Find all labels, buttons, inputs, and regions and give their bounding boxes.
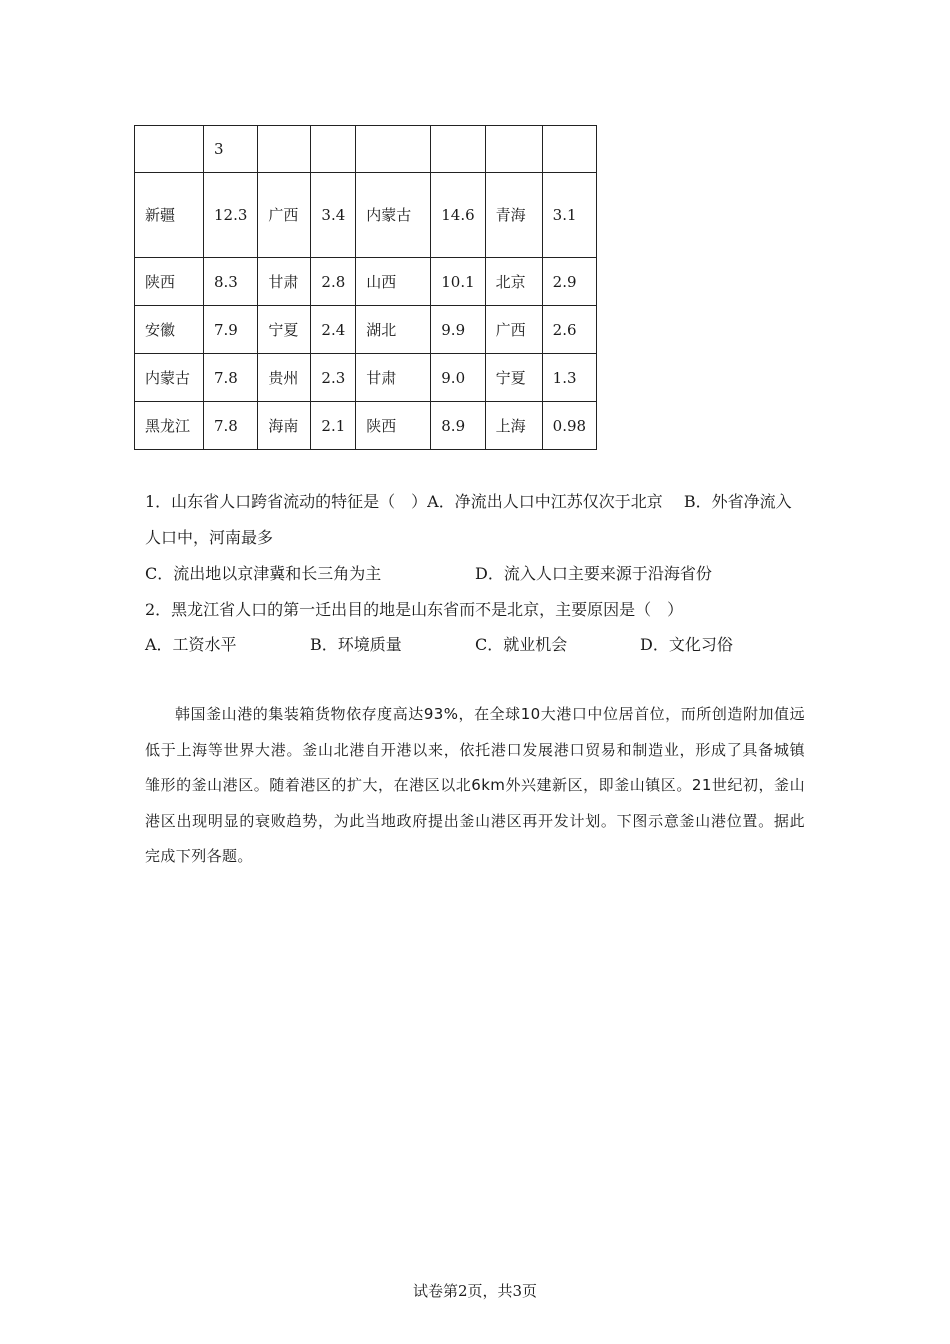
table-row bbox=[135, 402, 597, 450]
question-2-options bbox=[145, 627, 805, 663]
table-cell: 2.1 bbox=[311, 402, 356, 450]
table-cell bbox=[485, 126, 542, 173]
table-row bbox=[135, 354, 597, 402]
table-cell: 海南 bbox=[258, 402, 311, 450]
table-cell: 贵州 bbox=[258, 354, 311, 402]
question-1-stem: 1．山东省人口跨省流动的特征是（ ）A．净流出人口中江苏仅次于北京 B．外省净流入人口中，河南最多 bbox=[145, 492, 792, 547]
table-cell: 黑龙江 bbox=[135, 402, 204, 450]
table-cell: 8.3 bbox=[204, 258, 258, 306]
question-2-option-b: B．环境质量 bbox=[310, 635, 402, 654]
table-cell: 北京 bbox=[485, 258, 542, 306]
table-cell: 内蒙古 bbox=[356, 173, 431, 258]
table-cell: 上海 bbox=[485, 402, 542, 450]
page-footer: 试卷第2页，共3页 bbox=[412, 1282, 538, 1300]
table-cell: 广西 bbox=[485, 306, 542, 354]
table-cell bbox=[356, 126, 431, 173]
table-cell: 3.1 bbox=[542, 173, 596, 258]
table-cell: 2.3 bbox=[311, 354, 356, 402]
question-1-option-c: C．流出地以京津冀和长三角为主 bbox=[145, 564, 382, 583]
table-cell: 广西 bbox=[258, 173, 311, 258]
table-cell bbox=[311, 126, 356, 173]
table-row bbox=[135, 173, 597, 258]
table-cell bbox=[135, 126, 204, 173]
question-2-stem: 2．黑龙江省人口的第一迁出目的地是山东省而不是北京，主要原因是（ ） bbox=[145, 600, 684, 619]
table-cell: 甘肃 bbox=[356, 354, 431, 402]
question-2-option-a: A．工资水平 bbox=[145, 635, 237, 654]
table-cell: 安徽 bbox=[135, 306, 204, 354]
question-2-option-d: D．文化习俗 bbox=[640, 635, 733, 654]
table-cell: 2.6 bbox=[542, 306, 596, 354]
passage-text: 韩国釜山港的集装箱货物依存度高达93%，在全球10大港口中位居首位，而所创造附加值远低于上海等世界大港。釜山北港自开港以来，依托港口发展港口贸易和制造业，形成了具备城镇雏形的釜山港区。随着港区的扩大，在港区以北6km外兴建新区，即釜山镇区。21世纪初，釜山港区出现明显的衰败趋势，为此当地政府提出釜山港区再开发计划。下图示意釜山港位置。据此完成下列各题。 bbox=[145, 705, 805, 865]
table-cell bbox=[542, 126, 596, 173]
table-cell: 陕西 bbox=[135, 258, 204, 306]
table-cell: 8.9 bbox=[431, 402, 485, 450]
table-row bbox=[135, 126, 597, 173]
table-cell: 宁夏 bbox=[485, 354, 542, 402]
table-cell: 3 bbox=[204, 126, 258, 173]
table-cell: 12.3 bbox=[204, 173, 258, 258]
table-cell: 1.3 bbox=[542, 354, 596, 402]
table-cell: 2.4 bbox=[311, 306, 356, 354]
table-cell: 10.1 bbox=[431, 258, 485, 306]
table-cell: 新疆 bbox=[135, 173, 204, 258]
table-cell bbox=[258, 126, 311, 173]
table-cell bbox=[431, 126, 485, 173]
table-cell: 7.8 bbox=[204, 402, 258, 450]
table-cell: 0.98 bbox=[542, 402, 596, 450]
table-cell: 14.6 bbox=[431, 173, 485, 258]
table-cell: 2.8 bbox=[311, 258, 356, 306]
table-cell: 甘肃 bbox=[258, 258, 311, 306]
table-cell: 湖北 bbox=[356, 306, 431, 354]
question-1-options bbox=[145, 556, 805, 592]
table-cell: 青海 bbox=[485, 173, 542, 258]
table-cell: 9.0 bbox=[431, 354, 485, 402]
reading-passage bbox=[145, 697, 805, 875]
table-cell: 9.9 bbox=[431, 306, 485, 354]
table-cell: 7.8 bbox=[204, 354, 258, 402]
table-row bbox=[135, 258, 597, 306]
table-cell: 宁夏 bbox=[258, 306, 311, 354]
table-row bbox=[135, 306, 597, 354]
population-flow-table bbox=[134, 125, 597, 450]
table-cell: 2.9 bbox=[542, 258, 596, 306]
table-cell: 3.4 bbox=[311, 173, 356, 258]
question-1-option-d: D．流入人口主要来源于沿海省份 bbox=[475, 564, 712, 583]
table-cell: 7.9 bbox=[204, 306, 258, 354]
table-cell: 内蒙古 bbox=[135, 354, 204, 402]
question-2-option-c: C．就业机会 bbox=[475, 635, 568, 654]
table-cell: 陕西 bbox=[356, 402, 431, 450]
table-cell: 山西 bbox=[356, 258, 431, 306]
